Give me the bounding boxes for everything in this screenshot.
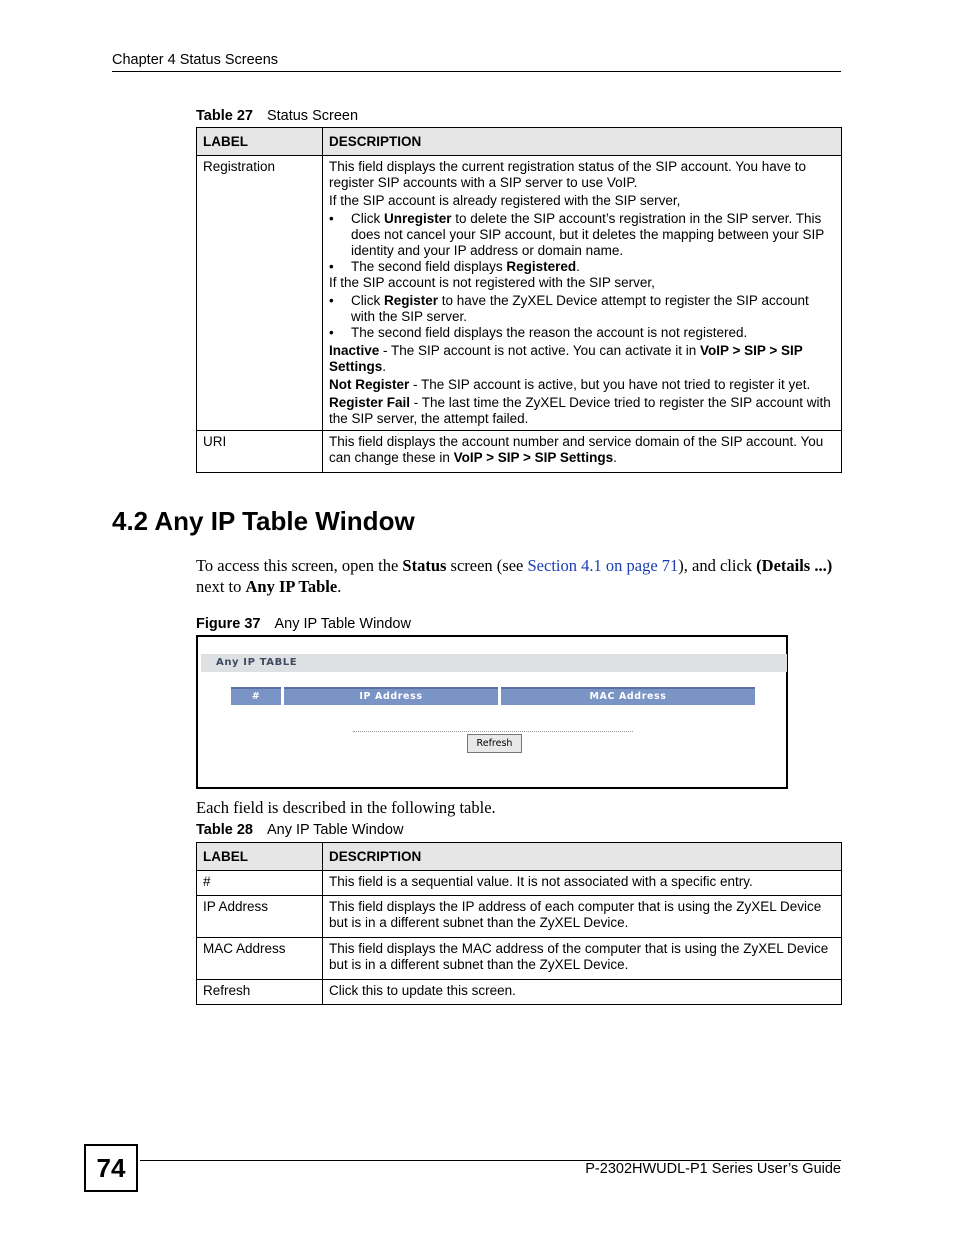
section-link[interactable]: Section 4.1 on page 71 [527, 556, 679, 575]
table27-col-description: DESCRIPTION [323, 128, 842, 156]
table27-col-label: LABEL [197, 128, 323, 156]
guide-title: P-2302HWUDL-P1 Series User’s Guide [585, 1161, 841, 1177]
intro-text: next to [196, 577, 246, 596]
desc-text: - The last time the ZyXEL Device tried to register the SIP account with the SIP server, the attempt failed. [329, 395, 831, 426]
status-notregister-desc [329, 377, 835, 393]
intro-bold: Any IP Table [245, 577, 338, 596]
status-registerfail-desc [329, 395, 835, 427]
header-rule [112, 71, 841, 72]
table27-caption-num: Table 27 [196, 108, 253, 124]
intro-bold: Status [402, 556, 447, 575]
section-heading: 4.2 Any IP Table Window [112, 506, 415, 536]
row-label: Refresh [197, 980, 323, 1005]
column-header-ip-address: IP Address [284, 687, 498, 705]
row-label: MAC Address [197, 938, 323, 980]
bullet-text: to delete the SIP account’s registration in the SIP server. This does not cancel your SIP account, but it deletes the mapping between your SIP identity and your IP address or domain name. [351, 211, 825, 258]
any-ip-table-screenshot [196, 635, 788, 789]
status-inactive-desc [329, 343, 835, 375]
desc-text: This field displays the account number and service domain of the SIP account. You can change these in [329, 434, 824, 465]
table28-caption-num: Table 28 [196, 822, 253, 838]
after-figure-text: Each field is described in the following table. [196, 798, 496, 817]
table28 [196, 842, 842, 1005]
bullet-item: • The second field displays Registered. [329, 259, 580, 274]
row-label: # [197, 871, 323, 896]
figure37-caption-num: Figure 37 [196, 616, 261, 632]
table28-col-description: DESCRIPTION [323, 843, 842, 871]
bullet-bold: Unregister [384, 211, 452, 226]
menu-path: VoIP > SIP > SIP Settings [329, 343, 803, 374]
table27-header-row [197, 128, 842, 156]
column-header-number: # [231, 687, 281, 705]
row-description: This field is a sequential value. It is not associated with a specific entry. [323, 871, 842, 896]
intro-bold: (Details ...) [756, 556, 833, 575]
row-description-registration [323, 156, 842, 431]
bullet-item: • Click Register to have the ZyXEL Device attempt to register the SIP account with the SIP server. [329, 293, 809, 324]
table28-caption [196, 822, 403, 838]
table27 [196, 127, 842, 473]
bullet-item: • The second field displays the reason the account is not registered. [329, 325, 748, 340]
intro-paragraph [196, 555, 841, 597]
desc-text: . [613, 450, 617, 465]
intro-text: . [337, 577, 342, 596]
table-row [197, 156, 842, 431]
dotted-separator [353, 731, 633, 732]
table27-caption [196, 108, 358, 124]
term-inactive: Inactive [329, 343, 380, 358]
page-number: 74 [84, 1144, 138, 1192]
menu-path: VoIP > SIP > SIP Settings [453, 450, 614, 465]
term-register-fail: Register Fail [329, 395, 411, 410]
table28-col-label: LABEL [197, 843, 323, 871]
bullet-item: • Click Unregister to delete the SIP account’s registration in the SIP server. This does not cancel your SIP account, but it deletes the mapping between your SIP identity and your IP address or domain name. [329, 211, 825, 258]
table28-caption-title: Any IP Table Window [266, 822, 404, 838]
row-label-uri: URI [197, 431, 323, 473]
row-label-registration: Registration [197, 156, 323, 431]
intro-text: To access this screen, open the [196, 556, 403, 575]
desc-text: . [382, 359, 387, 374]
bullet-text: . [576, 259, 580, 274]
term-not-register: Not Register [329, 377, 410, 392]
bullet-text: Click [351, 293, 384, 308]
figure37-caption-title: Any IP Table Window [274, 616, 411, 632]
table-row [197, 896, 842, 938]
chapter-header: Chapter 4 Status Screens [112, 52, 279, 68]
table-row [197, 980, 842, 1005]
table-row [197, 938, 842, 980]
registration-paragraph: If the SIP account is already registered with the SIP server, [329, 193, 681, 208]
bullet-text: to have the ZyXEL Device attempt to register the SIP account with the SIP server. [351, 293, 809, 324]
desc-text: - The SIP account is active, but you have not tried to register it yet. [409, 377, 811, 392]
refresh-button[interactable]: Refresh [467, 734, 522, 753]
bullet-text: The second field displays the reason the account is not registered. [351, 325, 748, 340]
registration-paragraph: This field displays the current registration status of the SIP account. You have to register SIP accounts with a SIP server to use VoIP. [329, 159, 807, 190]
row-description: This field displays the IP address of each computer that is using the ZyXEL Device but is in a different subnet than the ZyXEL Device. [323, 896, 842, 938]
intro-text: screen (see [446, 556, 528, 575]
registration-paragraph: If the SIP account is not registered with the SIP server, [329, 275, 655, 290]
row-description-uri [323, 431, 842, 473]
intro-text: ), and click [678, 556, 757, 575]
table27-caption-title: Status Screen [266, 108, 359, 124]
column-header-mac-address: MAC Address [501, 687, 755, 705]
bullet-text: The second field displays [351, 259, 507, 274]
bullet-bold: Registered [506, 259, 577, 274]
table-row [197, 871, 842, 896]
desc-text: - The SIP account is not active. You can activate it in [379, 343, 700, 358]
bullet-bold: Register [384, 293, 439, 308]
screen-title: Any IP TABLE [216, 657, 298, 668]
bullet-text: Click [351, 211, 384, 226]
figure37-caption [196, 616, 411, 632]
table-row [197, 431, 842, 473]
table28-header-row [197, 843, 842, 871]
row-description: This field displays the MAC address of the computer that is using the ZyXEL Device but is in a different subnet than the ZyXEL Device. [323, 938, 842, 980]
row-label: IP Address [197, 896, 323, 938]
row-description: Click this to update this screen. [323, 980, 842, 1005]
